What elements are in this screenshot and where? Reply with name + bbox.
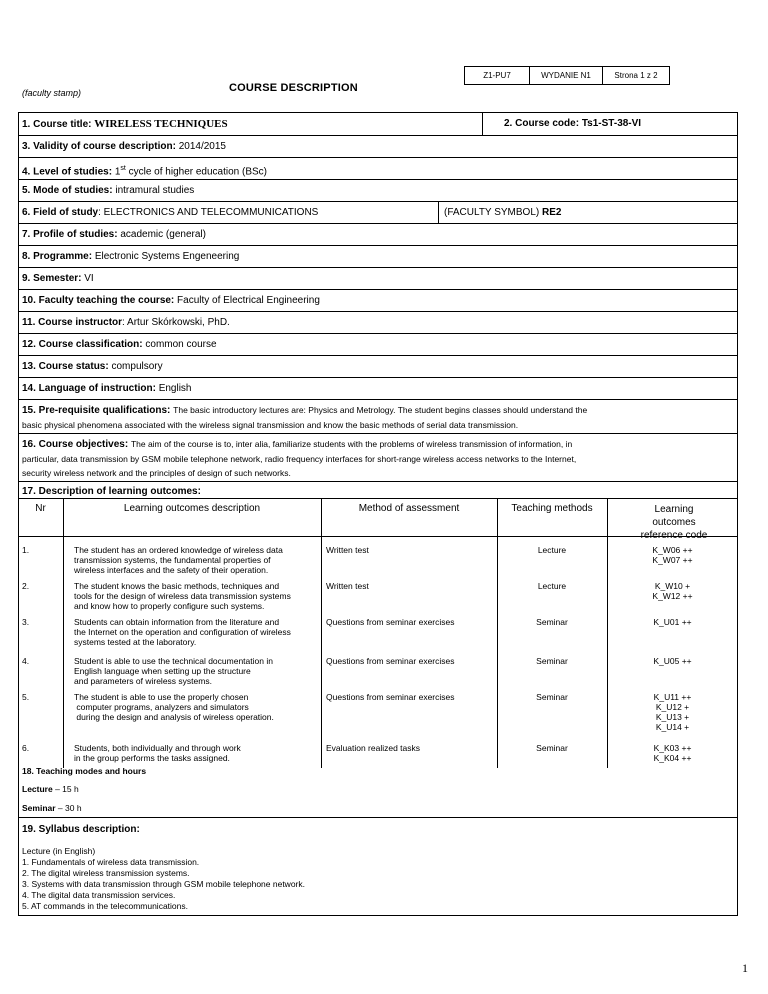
- validity-value: 2014/2015: [178, 141, 226, 152]
- outcome-nr: 5.: [22, 692, 30, 702]
- outcome-desc-line: computer programs, analyzers and simulators: [74, 702, 249, 712]
- divider: [497, 536, 498, 768]
- programme-value: Electronic Systems Engeneering: [94, 251, 240, 262]
- outcome-method: Questions from seminar exercises: [326, 617, 455, 627]
- row-mode: [18, 180, 738, 202]
- outcome-nr: 3.: [22, 617, 30, 627]
- row-programme: [18, 246, 738, 268]
- row-prerequisites: [18, 400, 738, 434]
- lecture-label: Lecture: [22, 784, 53, 794]
- row-status: [18, 356, 738, 378]
- outcome-teaching: Lecture: [537, 581, 567, 591]
- outcome-nr: 4.: [22, 656, 30, 666]
- profile-label: 7. Profile of studies:: [22, 229, 118, 240]
- faculty-label: 10. Faculty teaching the course:: [22, 295, 175, 306]
- mode-label: 5. Mode of studies:: [22, 185, 113, 196]
- row-level: [18, 158, 738, 180]
- objectives-line-2: particular, data transmission by GSM mobile telephone network, radio frequency interfaces for short-range wireless access networks to the Internet,: [22, 454, 577, 464]
- outcome-code: K_U12 +: [655, 702, 690, 712]
- objectives-line-1: The aim of the course is to, inter alia, familiarize students with the problems of wireless transmission of information, in: [130, 439, 573, 449]
- course-code-label: 2. Course code:: [504, 118, 580, 129]
- outcome-code: K_U01 ++: [653, 617, 692, 627]
- outcome-method: Evaluation realized tasks: [326, 743, 421, 753]
- form-code: Z1-PU7: [465, 67, 530, 85]
- row-language: [18, 378, 738, 400]
- outcome-desc-line: transmission systems, the fundamental properties of: [74, 555, 271, 565]
- row-profile: [18, 224, 738, 246]
- row-instructor: [18, 312, 738, 334]
- faculty-value: Faculty of Electrical Engineering: [177, 295, 320, 306]
- outcome-method: Written test: [326, 581, 369, 591]
- objectives-line-3: security wireless network and the principles of design of such networks.: [22, 468, 291, 478]
- outcome-teaching: Lecture: [537, 545, 567, 555]
- divider: [438, 202, 439, 224]
- document-title: COURSE DESCRIPTION: [229, 82, 358, 94]
- lecture-hours: [22, 784, 79, 794]
- field-label: 6. Field of study: [22, 207, 99, 218]
- prerequisites-line-1: The basic introductory lectures are: Physics and Metrology. The student begins classes should understand the: [173, 405, 588, 415]
- header-assessment: Method of assessment: [358, 503, 460, 514]
- syllabus-line: 4. The digital data transmission services.: [22, 890, 176, 900]
- programme-label: 8. Programme:: [22, 251, 93, 262]
- outcome-code: K_K03 ++: [653, 743, 692, 753]
- seminar-hours: [22, 803, 82, 813]
- outcome-code: K_U05 ++: [653, 656, 692, 666]
- outcome-desc-line: Students, both individually and through work: [74, 743, 241, 753]
- divider: [63, 536, 64, 768]
- outcome-teaching: Seminar: [536, 743, 568, 753]
- outcome-desc-line: and know how to properly configure such systems.: [74, 601, 265, 611]
- row-course-title: [18, 112, 738, 136]
- seminar-label: Seminar: [22, 803, 56, 813]
- outcome-code: K_U11 ++: [653, 692, 692, 702]
- syllabus-label: 19. Syllabus description:: [22, 824, 140, 835]
- outcome-method: Written test: [326, 545, 369, 555]
- outcome-method: Questions from seminar exercises: [326, 692, 455, 702]
- outcome-nr: 1.: [22, 545, 30, 555]
- row-faculty: [18, 290, 738, 312]
- status-label: 13. Course status:: [22, 361, 109, 372]
- syllabus-line: 1. Fundamentals of wireless data transmission.: [22, 857, 200, 867]
- outcome-desc-line: in the group performs the tasks assigned.: [74, 753, 230, 763]
- outcome-teaching: Seminar: [536, 617, 568, 627]
- classification-label: 12. Course classification:: [22, 339, 143, 350]
- level-value: cycle of higher education (BSc): [125, 166, 268, 178]
- row-objectives: [18, 434, 738, 482]
- semester-value: VI: [84, 273, 94, 284]
- outcome-desc-line: tools for the design of wireless data transmission systems: [74, 591, 291, 601]
- faculty-symbol-label: (FACULTY SYMBOL): [444, 207, 540, 218]
- row-field: [18, 202, 738, 224]
- divider: [321, 536, 322, 768]
- divider: [607, 498, 608, 536]
- outcome-method: Questions from seminar exercises: [326, 656, 455, 666]
- header-description: Learning outcomes description: [123, 503, 261, 514]
- outcome-desc-line: Student is able to use the technical documentation in: [74, 656, 273, 666]
- instructor-value: : Artur Skórkowski, PhD.: [122, 317, 230, 328]
- outcome-desc-line: systems tested at the laboratory.: [74, 637, 197, 647]
- divider: [482, 112, 483, 136]
- seminar-value: – 30 h: [55, 803, 82, 813]
- outcomes-label: 17. Description of learning outcomes:: [22, 486, 201, 497]
- header-teaching: Teaching methods: [511, 503, 593, 514]
- row-classification: [18, 334, 738, 356]
- language-value: English: [158, 383, 192, 394]
- outcome-code: K_W10 +: [654, 581, 691, 591]
- classification-value: common course: [145, 339, 217, 350]
- validity-label: 3. Validity of course description:: [22, 141, 176, 152]
- language-label: 14. Language of instruction:: [22, 383, 156, 394]
- level-label: 4. Level of studies:: [22, 166, 113, 178]
- row-validity: [18, 136, 738, 158]
- header-reference: Learning outcomes reference code: [640, 504, 708, 541]
- level-value-num: 1: [114, 166, 121, 178]
- outcome-teaching: Seminar: [536, 656, 568, 666]
- course-title-label: 1. Course title:: [22, 119, 92, 130]
- outcome-code: K_W06 ++: [652, 545, 693, 555]
- divider: [18, 498, 738, 499]
- outcome-desc-line: Students can obtain information from the literature and: [74, 617, 280, 627]
- row-semester: [18, 268, 738, 290]
- row-outcomes-title: [18, 482, 738, 502]
- outcome-desc-line: The student has an ordered knowledge of wireless data: [74, 545, 283, 555]
- outcome-code: K_K04 ++: [653, 753, 692, 763]
- divider: [18, 536, 738, 537]
- outcome-desc-line: and parameters of wireless systems.: [74, 676, 212, 686]
- prerequisites-line-2: basic physical phenomena associated with the wireless signal transmission and know the basic methods of serial data transmission.: [22, 420, 519, 430]
- outcome-desc-line: the Internet on the operation and configuration of wireless: [74, 627, 291, 637]
- teaching-modes-label: 18. Teaching modes and hours: [22, 766, 147, 776]
- divider: [607, 536, 608, 768]
- outcome-code: K_W07 ++: [652, 555, 693, 565]
- faculty-symbol-value: RE2: [542, 207, 562, 218]
- document-codes-table: [464, 66, 670, 85]
- status-value: compulsory: [111, 361, 163, 372]
- syllabus-line: 3. Systems with data transmission through GSM mobile telephone network.: [22, 879, 305, 889]
- semester-label: 9. Semester:: [22, 273, 82, 284]
- outcome-nr: 6.: [22, 743, 30, 753]
- instructor-label: 11. Course instructor: [22, 317, 123, 328]
- outcome-desc-line: The student is able to use the properly chosen: [74, 692, 249, 702]
- objectives-label: 16. Course objectives:: [22, 439, 129, 450]
- outcome-desc-line: wireless interfaces and the safety of their operation.: [74, 565, 269, 575]
- edition-code: WYDANIE N1: [530, 67, 603, 85]
- outcome-desc-line: English language when setting up the structure: [74, 666, 251, 676]
- faculty-stamp: (faculty stamp): [22, 88, 82, 98]
- page-code: Strona 1 z 2: [603, 67, 670, 85]
- outcome-code: K_W12 ++: [652, 591, 693, 601]
- outcome-nr: 2.: [22, 581, 30, 591]
- outcome-code: K_U14 +: [655, 722, 690, 732]
- profile-value: academic (general): [120, 229, 206, 240]
- level-sup: st: [120, 165, 126, 172]
- mode-value: intramural studies: [115, 185, 195, 196]
- outcome-desc-line: during the design and analysis of wireless operation.: [74, 712, 274, 722]
- outcome-desc-line: The student knows the basic methods, techniques and: [74, 581, 280, 591]
- field-value: : ELECTRONICS AND TELECOMMUNICATIONS: [98, 207, 319, 218]
- syllabus-line: 2. The digital wireless transmission systems.: [22, 868, 190, 878]
- course-code-value: Ts1-ST-38-VI: [581, 118, 642, 129]
- header-nr: Nr: [35, 503, 46, 514]
- lecture-value: – 15 h: [52, 784, 79, 794]
- course-title-value: WIRELESS TECHNIQUES: [94, 118, 228, 130]
- outcome-code: K_U13 +: [655, 712, 690, 722]
- prerequisites-label: 15. Pre-requisite qualifications:: [22, 405, 171, 416]
- outcome-teaching: Seminar: [536, 692, 568, 702]
- syllabus-line: Lecture (in English): [22, 846, 96, 856]
- syllabus-line: 5. AT commands in the telecommunications.: [22, 901, 188, 911]
- page-number: 1: [742, 961, 748, 975]
